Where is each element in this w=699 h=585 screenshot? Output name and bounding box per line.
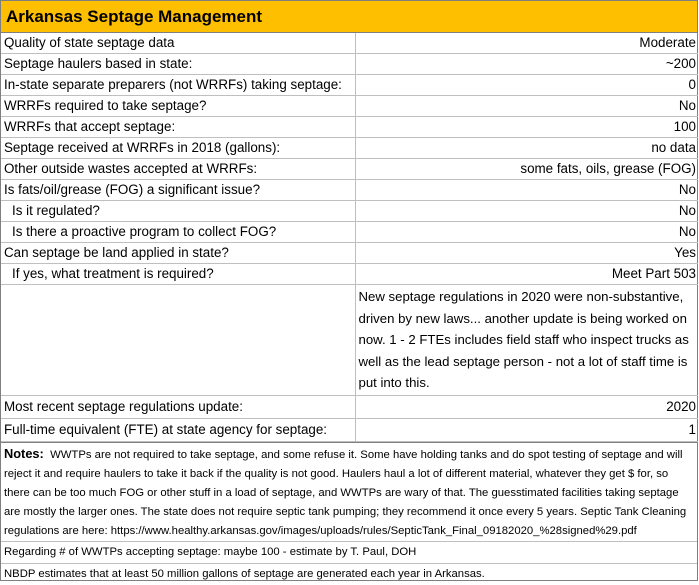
notes-line-wwtp-estimate: Regarding # of WWTPs accepting septage: maybe 100 - estimate by T. Paul, DOH bbox=[1, 541, 697, 563]
row-value: 1 bbox=[355, 418, 698, 441]
notes-block bbox=[1, 442, 697, 541]
table-row bbox=[1, 418, 698, 441]
row-label: Is there a proactive program to collect FOG? bbox=[1, 222, 355, 243]
table-row bbox=[1, 243, 698, 264]
notes-line-nbdp-estimate: NBDP estimates that at least 50 million gallons of septage are generated each year in Arkansas. bbox=[1, 563, 697, 585]
row-label: In-state separate preparers (not WRRFs) taking septage: bbox=[1, 75, 355, 96]
row-value: 2020 bbox=[355, 395, 698, 418]
regulation-comment: New septage regulations in 2020 were non-substantive, driven by new laws... another update is being worked on now. 1 - 2 FTEs includes field staff who inspect trucks as well as the lead septage person - not a lot of staff time is put into this. bbox=[355, 285, 698, 396]
notes-body: WWTPs are not required to take septage, and some refuse it. Some have holding tanks and do spot testing of septage and will reject it and require haulers to take it back if the quality is not good. Haulers haul a lot of different material, whatever they get $ for, so there can be too much FOG or other stuff in a load of septage, and WWTPs are wary of that. The guesstimated facilities taking septage are mostly the larger ones. The state does not require septic tank pumping; they recommend it once every 5 years. Septic Tank Cleaning regulations are here: https://www.healthy.arkansas.gov/images/uploads/rules/SepticTank_Final_09182020_%28signed%29.pdf bbox=[4, 448, 687, 537]
row-label: Septage haulers based in state: bbox=[1, 54, 355, 75]
row-label bbox=[1, 285, 355, 396]
page-title: Arkansas Septage Management bbox=[6, 6, 263, 26]
title-bar bbox=[1, 1, 697, 33]
row-label: Is it regulated? bbox=[1, 201, 355, 222]
row-value: some fats, oils, grease (FOG) bbox=[355, 159, 698, 180]
row-value: 100 bbox=[355, 117, 698, 138]
row-label: Quality of state septage data bbox=[1, 33, 355, 54]
row-value: 0 bbox=[355, 75, 698, 96]
row-label: WRRFs that accept septage: bbox=[1, 117, 355, 138]
table-row bbox=[1, 117, 698, 138]
table-row bbox=[1, 75, 698, 96]
row-label: Is fats/oil/grease (FOG) a significant issue? bbox=[1, 180, 355, 201]
row-value: No bbox=[355, 222, 698, 243]
row-value: Yes bbox=[355, 243, 698, 264]
row-value: No bbox=[355, 96, 698, 117]
table-row bbox=[1, 201, 698, 222]
table-row bbox=[1, 180, 698, 201]
row-value: No bbox=[355, 201, 698, 222]
row-value: Meet Part 503 bbox=[355, 264, 698, 285]
row-value: No bbox=[355, 180, 698, 201]
table-row bbox=[1, 264, 698, 285]
row-label: Other outside wastes accepted at WRRFs: bbox=[1, 159, 355, 180]
table-row bbox=[1, 395, 698, 418]
table-row bbox=[1, 285, 698, 396]
table-row bbox=[1, 138, 698, 159]
table-row bbox=[1, 54, 698, 75]
row-label: Septage received at WRRFs in 2018 (gallons): bbox=[1, 138, 355, 159]
table-row bbox=[1, 96, 698, 117]
row-label: Most recent septage regulations update: bbox=[1, 395, 355, 418]
table-row bbox=[1, 159, 698, 180]
notes-heading: Notes: bbox=[4, 445, 44, 461]
row-value: Moderate bbox=[355, 33, 698, 54]
table-row bbox=[1, 33, 698, 54]
table-row bbox=[1, 222, 698, 243]
row-label: Full-time equivalent (FTE) at state agency for septage: bbox=[1, 418, 355, 441]
row-label: Can septage be land applied in state? bbox=[1, 243, 355, 264]
row-label: WRRFs required to take septage? bbox=[1, 96, 355, 117]
row-label: If yes, what treatment is required? bbox=[1, 264, 355, 285]
septage-table bbox=[1, 33, 698, 442]
row-value: ~200 bbox=[355, 54, 698, 75]
row-value: no data bbox=[355, 138, 698, 159]
